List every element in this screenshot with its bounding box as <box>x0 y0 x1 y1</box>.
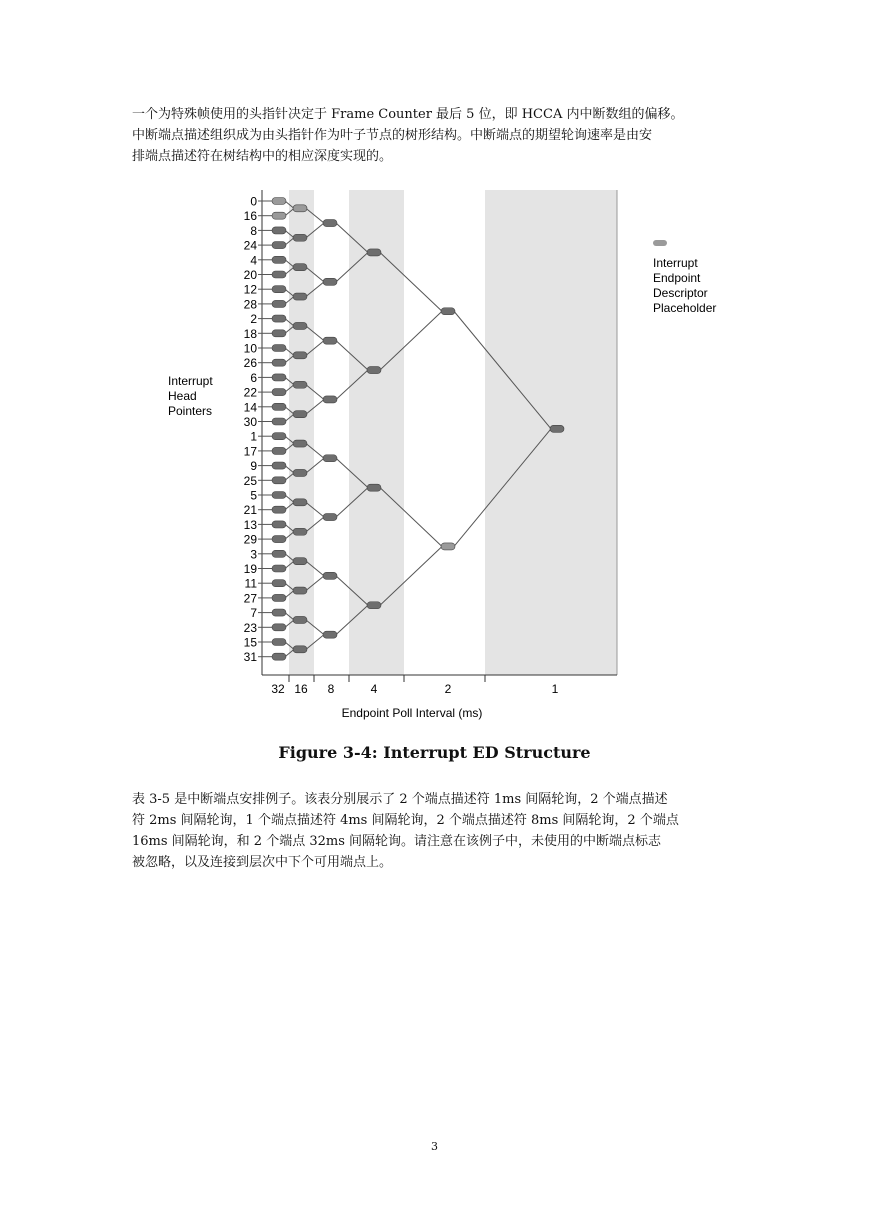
legend-label-line-2: Endpoint <box>653 271 701 285</box>
ed-node <box>293 264 307 271</box>
head-pointer-label-20: 20 <box>243 268 257 282</box>
head-pointer-label-10: 10 <box>243 341 257 356</box>
interval-label-1: 1 <box>551 682 559 696</box>
ed-node <box>272 403 286 410</box>
ed-node <box>272 462 286 469</box>
head-pointer-label-25: 25 <box>243 473 257 488</box>
placeholder-node <box>272 198 286 205</box>
head-pointer-label-29: 29 <box>243 532 257 547</box>
head-pointer-label-0: 0 <box>250 194 257 209</box>
head-pointer-label-4: 4 <box>250 253 257 268</box>
interrupt-ed-structure-figure <box>150 190 750 730</box>
interval-label-16: 16 <box>294 682 308 696</box>
head-pointer-label-23: 23 <box>243 620 257 635</box>
legend-label-line-3: Descriptor <box>653 286 708 300</box>
head-pointer-label-24: 24 <box>243 238 257 253</box>
ed-node <box>441 308 455 315</box>
intro-line-2: 中断端点描述组织成为由头指针作为叶子节点的树形结构。中断端点的期望轮询速率是由安 <box>132 128 653 143</box>
ed-node <box>323 220 337 227</box>
intro-line-3: 排端点描述符在树结构中的相应深度实现的。 <box>132 149 393 164</box>
head-pointer-label-27: 27 <box>243 591 257 606</box>
ed-node <box>272 330 286 337</box>
ed-node <box>272 256 286 263</box>
head-pointer-label-21: 21 <box>243 503 257 518</box>
head-pointer-label-14: 14 <box>243 400 257 415</box>
body-line-1: 表 3-5 是中断端点安排例子。该表分别展示了 2 个端点描述符 1ms 间隔轮询，2 个端点描述 <box>132 792 668 807</box>
ed-node <box>293 499 307 506</box>
ed-node <box>293 293 307 300</box>
ed-node <box>272 477 286 484</box>
ed-node <box>272 315 286 322</box>
ed-node <box>272 389 286 396</box>
head-pointer-label-17: 17 <box>243 444 257 459</box>
y-axis-label-line-2: Head <box>168 389 197 403</box>
interval-label-8: 8 <box>327 682 335 696</box>
ed-node <box>272 624 286 631</box>
ed-node <box>293 469 307 476</box>
ed-node <box>272 506 286 513</box>
interval-label-32: 32 <box>271 682 285 696</box>
head-pointer-label-18: 18 <box>243 326 257 341</box>
ed-node <box>272 536 286 543</box>
ed-node <box>272 521 286 528</box>
ed-node <box>272 227 286 234</box>
ed-node <box>272 653 286 660</box>
ed-node <box>272 580 286 587</box>
ed-node <box>323 631 337 638</box>
ed-node <box>293 322 307 329</box>
ed-node <box>272 565 286 572</box>
ed-node <box>272 492 286 499</box>
x-axis-label: Endpoint Poll Interval (ms) <box>341 706 483 720</box>
head-pointer-label-2: 2 <box>250 312 257 327</box>
ed-node <box>272 550 286 557</box>
ed-node <box>293 558 307 565</box>
placeholder-node <box>293 205 307 212</box>
head-pointer-label-26: 26 <box>243 356 257 371</box>
placeholder-node <box>441 543 455 550</box>
ed-node <box>293 528 307 535</box>
ed-node <box>293 440 307 447</box>
head-pointer-label-22: 22 <box>243 385 257 400</box>
ed-node <box>272 300 286 307</box>
head-pointer-label-6: 6 <box>250 370 257 385</box>
ed-node <box>272 433 286 440</box>
ed-node <box>323 455 337 462</box>
ed-node <box>293 381 307 388</box>
head-pointer-label-28: 28 <box>243 297 257 312</box>
interval-band-16 <box>289 190 314 675</box>
ed-node <box>293 616 307 623</box>
ed-node <box>272 609 286 616</box>
interval-axis <box>271 675 558 696</box>
ed-node <box>272 639 286 646</box>
ed-node <box>323 396 337 403</box>
ed-node <box>272 418 286 425</box>
interval-label-4: 4 <box>370 682 378 696</box>
ed-node <box>272 447 286 454</box>
ed-node <box>550 425 564 432</box>
head-pointer-label-7: 7 <box>250 606 257 621</box>
intro-paragraph <box>132 104 742 167</box>
ed-node <box>293 352 307 359</box>
ed-node <box>367 249 381 256</box>
y-axis-label-line-3: Pointers <box>168 404 213 418</box>
ed-node <box>272 594 286 601</box>
head-pointer-label-3: 3 <box>250 547 257 562</box>
figure-caption: Figure 3-4: Interrupt ED Structure <box>278 743 591 762</box>
head-pointer-label-30: 30 <box>243 415 257 429</box>
body-line-2: 符 2ms 间隔轮询，1 个端点描述符 4ms 间隔轮询，2 个端点描述符 8ms 间隔轮询，2 个端点 <box>132 813 679 828</box>
ed-node <box>293 646 307 653</box>
legend-label-line-4: Placeholder <box>653 301 717 315</box>
ed-node <box>323 572 337 579</box>
interval-band-2 <box>404 190 485 675</box>
head-pointer-label-15: 15 <box>243 635 257 650</box>
ed-node <box>323 514 337 521</box>
head-pointer-label-11: 11 <box>244 576 257 591</box>
ed-node <box>323 337 337 344</box>
ed-node <box>367 602 381 609</box>
interval-band-8 <box>314 190 349 675</box>
head-pointer-labels <box>244 195 258 665</box>
ed-node <box>293 234 307 241</box>
ed-node <box>323 278 337 285</box>
ed-node <box>293 411 307 418</box>
page-number: 3 <box>431 1140 438 1153</box>
head-pointer-label-9: 9 <box>250 459 257 474</box>
intro-line-1: 一个为特殊帧使用的头指针决定于 Frame Counter 最后 5 位，即 HCCA 内中断数组的偏移。 <box>132 107 684 122</box>
head-pointer-label-19: 19 <box>243 562 257 576</box>
ed-node <box>272 242 286 249</box>
ed-node <box>367 367 381 374</box>
head-pointer-label-16: 16 <box>243 209 257 224</box>
ed-node <box>272 271 286 278</box>
ed-node <box>272 286 286 293</box>
body-line-3: 16ms 间隔轮询，和 2 个端点 32ms 间隔轮询。请注意在该例子中，未使用的中断端点标志 <box>132 834 662 849</box>
ed-node <box>272 345 286 352</box>
ed-node <box>272 374 286 381</box>
head-pointer-label-31: 31 <box>243 650 257 665</box>
legend-placeholder-swatch <box>653 240 667 246</box>
body-paragraph <box>132 789 742 873</box>
y-axis-label-line-1: Interrupt <box>168 374 213 388</box>
ed-node <box>272 359 286 366</box>
ed-node <box>293 587 307 594</box>
ed-node <box>367 484 381 491</box>
interval-bands <box>262 190 617 675</box>
head-pointer-label-8: 8 <box>250 223 257 238</box>
placeholder-node <box>272 212 286 219</box>
head-pointer-label-13: 13 <box>243 517 257 532</box>
head-pointer-label-12: 12 <box>243 282 257 297</box>
interval-band-1 <box>485 190 617 675</box>
body-line-4: 被忽略，以及连接到层次中下个可用端点上。 <box>132 855 393 870</box>
interval-label-2: 2 <box>444 682 452 696</box>
legend-label-line-1: Interrupt <box>653 256 698 270</box>
head-pointer-label-5: 5 <box>250 488 257 503</box>
head-pointer-label-1: 1 <box>250 429 257 444</box>
